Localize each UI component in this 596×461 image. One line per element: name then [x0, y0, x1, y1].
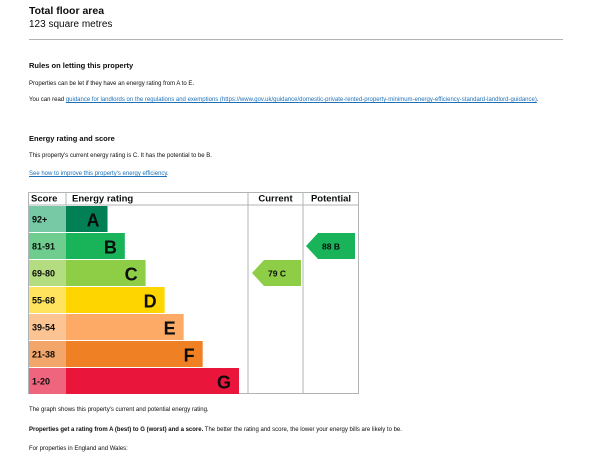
band-g-range: 1-20 [32, 376, 51, 387]
header-energy-rating: Energy rating [72, 193, 134, 205]
letting-rules-heading: Rules on letting this property [29, 61, 134, 70]
landlord-guidance-paragraph [29, 97, 561, 105]
energy-rating-graph [28, 192, 359, 394]
band-f-letter: F [183, 345, 195, 366]
band-d-range: 55-68 [32, 295, 56, 306]
energy-rating-chart [28, 192, 359, 394]
england-wales-text: For properties in England and Wales: [29, 446, 128, 452]
current-arrow-label: 79 C [268, 268, 286, 279]
section-divider [29, 39, 563, 40]
band-g-bar [66, 368, 239, 394]
header-score: Score [31, 193, 58, 205]
band-a-range: 92+ [32, 214, 48, 225]
landlord-guidance-link[interactable]: guidance for landlords on the regulations and exemptions (https://www.gov.uk/guidance/domestic-private-rented-property-minimum-energy-efficiency-standard-landlord-guidance) [65, 97, 537, 103]
header-current: Current [258, 193, 293, 205]
band-d-letter: D [143, 291, 157, 312]
rating-explanation-rest: The better the rating and score, the lower your energy bills are likely to be. [203, 427, 402, 433]
potential-arrow-label: 88 B [322, 241, 340, 252]
rating-explanation [29, 427, 402, 435]
band-c-range: 69-80 [32, 268, 56, 279]
band-e-letter: E [163, 318, 176, 339]
total-floor-area-heading: Total floor area [29, 5, 105, 17]
graph-description: The graph shows this property's current and potential energy rating. [29, 407, 209, 413]
band-e-range: 39-54 [32, 322, 56, 333]
band-g-letter: G [216, 372, 231, 393]
letting-rules-text: Properties can be let if they have an energy rating from A to E. [29, 81, 195, 87]
band-f-range: 21-38 [32, 349, 56, 360]
improve-link-suffix: . [167, 171, 169, 177]
energy-rating-heading: Energy rating and score [29, 134, 115, 143]
improve-efficiency-link[interactable]: See how to improve this property's energy efficiency [29, 171, 167, 177]
guidance-prefix: You can read [29, 97, 66, 103]
band-b-range: 81-91 [32, 241, 56, 252]
current-rating-text: This property's current energy rating is C. It has the potential to be B. [29, 153, 212, 159]
guidance-suffix: . [536, 97, 539, 103]
header-potential: Potential [310, 193, 352, 205]
total-floor-area-value: 123 square metres [29, 19, 113, 30]
rating-explanation-bold: Properties get a rating from A (best) to G (worst) and a score. [29, 427, 204, 433]
band-a-letter: A [86, 210, 100, 231]
band-b-letter: B [103, 237, 117, 258]
band-c-letter: C [124, 264, 138, 285]
band-f-bar [66, 341, 203, 367]
